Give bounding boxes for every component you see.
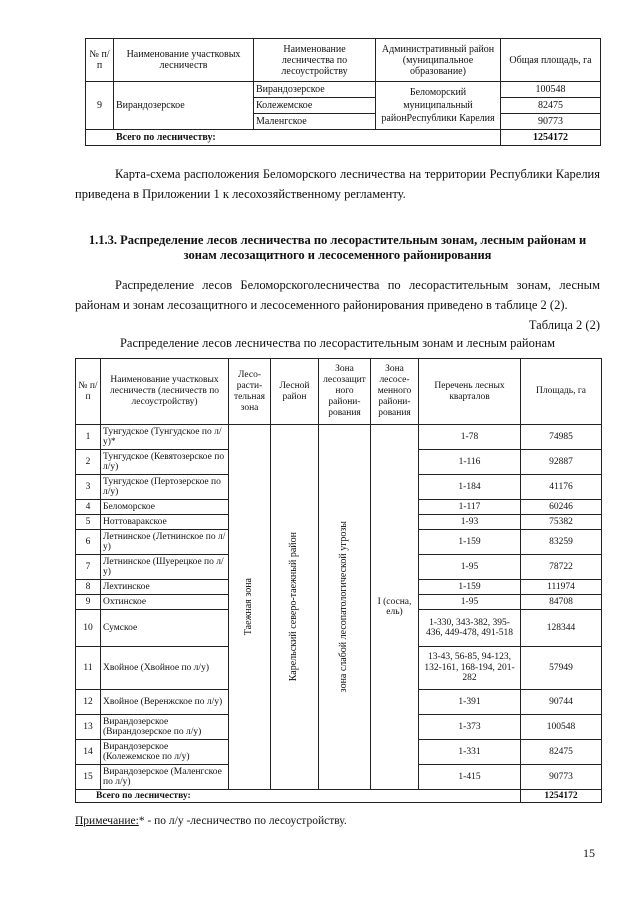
admin-district: Беломорский муниципальный районРеспублики Карелия xyxy=(376,82,501,130)
row-name: Ноттоваракское xyxy=(101,515,229,530)
row-name: Вирандозерское (Вирандозерское по л/у) xyxy=(101,715,229,740)
table-header-row xyxy=(76,359,602,425)
table-label: Таблица 2 (2) xyxy=(528,318,600,332)
row-quarters: 1-95 xyxy=(419,595,521,610)
row-quarters: 1-159 xyxy=(419,580,521,595)
table-caption: Распределение лесов лесничества по лесорастительным зонам и лесным районам xyxy=(119,336,556,350)
row-area: 60246 xyxy=(521,500,602,515)
table-header-row xyxy=(86,39,601,82)
row-num: 9 xyxy=(86,82,114,130)
row-name: Вирандозерское (Маленгское по л/у) xyxy=(101,765,229,790)
row-area: 100548 xyxy=(521,715,602,740)
header-quarters: Перечень лесных кварталов xyxy=(419,359,521,425)
row-quarters: 1-159 xyxy=(419,530,521,555)
total-label: Всего по лесничеству: xyxy=(76,790,521,803)
row-name: Сумское xyxy=(101,610,229,647)
survey-item: Колежемское xyxy=(254,98,376,114)
row-num: 12 xyxy=(76,690,101,715)
row-quarters: 1-78 xyxy=(419,425,521,450)
row-num: 11 xyxy=(76,647,101,690)
total-label: Всего по лесничеству: xyxy=(86,130,501,146)
veg-zone-value: Таежная зона xyxy=(243,578,255,636)
seed-zone-value: I (сосна, ель) xyxy=(377,596,412,617)
area-value: 90773 xyxy=(501,114,601,130)
header-name: Наименование участковых лесничеств (лесничеств по лесоустройству) xyxy=(101,359,229,425)
row-quarters: 1-331 xyxy=(419,740,521,765)
header-survey: Наименование лесничества по лесоустройству xyxy=(254,39,376,82)
row-quarters: 1-95 xyxy=(419,555,521,580)
header-num: № п/п xyxy=(86,39,114,82)
row-num: 2 xyxy=(76,450,101,475)
row-area: 90744 xyxy=(521,690,602,715)
row-quarters: 1-391 xyxy=(419,690,521,715)
row-num: 14 xyxy=(76,740,101,765)
row-area: 75382 xyxy=(521,515,602,530)
row-num: 6 xyxy=(76,530,101,555)
row-quarters: 1-415 xyxy=(419,765,521,790)
row-num: 4 xyxy=(76,500,101,515)
row-area: 57949 xyxy=(521,647,602,690)
row-name: Тунгудское (Кевятозерское по л/у) xyxy=(101,450,229,475)
row-name: Охтинское xyxy=(101,595,229,610)
row-area: 41176 xyxy=(521,475,602,500)
total-row xyxy=(86,130,601,146)
row-area: 84708 xyxy=(521,595,602,610)
header-protect-zone: Зона лесозащит ного райони-рования xyxy=(319,359,371,425)
forestry-area-table xyxy=(85,38,601,146)
row-name: Лехтинское xyxy=(101,580,229,595)
row-area: 111974 xyxy=(521,580,602,595)
footnote xyxy=(75,815,347,827)
row-quarters: 1-373 xyxy=(419,715,521,740)
note-label: Примечание: xyxy=(75,815,139,827)
row-num: 1 xyxy=(76,425,101,450)
row-name: Беломорское xyxy=(101,500,229,515)
row-num: 5 xyxy=(76,515,101,530)
header-forest-region: Лесной район xyxy=(271,359,319,425)
row-area: 128344 xyxy=(521,610,602,647)
row-num: 3 xyxy=(76,475,101,500)
total-value: 1254172 xyxy=(521,790,602,803)
row-name: Тунгудское (Пертозерское по л/у) xyxy=(101,475,229,500)
row-area: 92887 xyxy=(521,450,602,475)
row-quarters: 1-184 xyxy=(419,475,521,500)
row-quarters: 1-330, 343-382, 395-436, 449-478, 491-518 xyxy=(419,610,521,647)
row-num: 9 xyxy=(76,595,101,610)
row-area: 78722 xyxy=(521,555,602,580)
table-row xyxy=(76,425,602,450)
row-num: 10 xyxy=(76,610,101,647)
note-text: * - по л/у -лесничество по лесоустройству. xyxy=(138,815,347,827)
row-area: 74985 xyxy=(521,425,602,450)
row-name: Тунгудское (Тунгудское по л/у)* xyxy=(101,425,229,450)
paragraph-map: Карта-схема расположения Беломорского лесничества на территории Республики Карелия приведена в Приложении 1 к лесохозяйственному регламенту. xyxy=(75,167,600,201)
row-num: 13 xyxy=(76,715,101,740)
header-area: Площадь, га xyxy=(521,359,602,425)
survey-item: Маленгское xyxy=(254,114,376,130)
total-value: 1254172 xyxy=(501,130,601,146)
section-heading: 1.1.3. Распределение лесов лесничества по лесорастительным зонам, лесным районам и зонам лесозащитного и лесосеменного районирования xyxy=(88,233,587,262)
row-quarters: 1-116 xyxy=(419,450,521,475)
row-quarters: 1-93 xyxy=(419,515,521,530)
row-name: Хвойное (Веренжское по л/у) xyxy=(101,690,229,715)
row-name: Хвойное (Хвойное по л/у) xyxy=(101,647,229,690)
header-seed-zone: Зона лесосе-менного райони-рования xyxy=(371,359,419,425)
forest-zones-table xyxy=(75,358,602,803)
paragraph-distribution: Распределение лесов Беломорскоголесничества по лесорастительным зонам, лесным районам и зонам лесозащитного и лесосеменного районирования приведено в таблице 2 (2). xyxy=(75,278,600,312)
row-num: 7 xyxy=(76,555,101,580)
survey-item: Вирандозерское xyxy=(254,82,376,98)
header-veg-zone: Лесо-расти-тельная зона xyxy=(229,359,271,425)
total-row xyxy=(76,790,602,803)
header-admin: Административный район (муниципальное образование) xyxy=(376,39,501,82)
area-value: 82475 xyxy=(501,98,601,114)
row-name: Летнинское (Летнинское по л/у) xyxy=(101,530,229,555)
row-area: 83259 xyxy=(521,530,602,555)
protect-zone-value: зона слабой лесопатологической угрозы xyxy=(338,521,350,693)
table-body xyxy=(76,425,602,790)
row-num: 15 xyxy=(76,765,101,790)
area-value: 100548 xyxy=(501,82,601,98)
row-name: Вирандозерское (Колежемское по л/у) xyxy=(101,740,229,765)
row-num: 8 xyxy=(76,580,101,595)
row-area: 82475 xyxy=(521,740,602,765)
row-name: Летнинское (Шуерецкое по л/у) xyxy=(101,555,229,580)
row-quarters: 13-43, 56-85, 94-123, 132-161, 168-194, 201-282 xyxy=(419,647,521,690)
header-num: № п/п xyxy=(76,359,101,425)
page-number: 15 xyxy=(583,846,595,860)
row-name: Вирандозерское xyxy=(114,82,254,130)
row-area: 90773 xyxy=(521,765,602,790)
row-quarters: 1-117 xyxy=(419,500,521,515)
table-row xyxy=(86,82,601,98)
header-area: Общая площадь, га xyxy=(501,39,601,82)
forest-region-value: Карельский северо-таежный район xyxy=(288,532,300,682)
header-name: Наименование участковых лесничеств xyxy=(114,39,254,82)
